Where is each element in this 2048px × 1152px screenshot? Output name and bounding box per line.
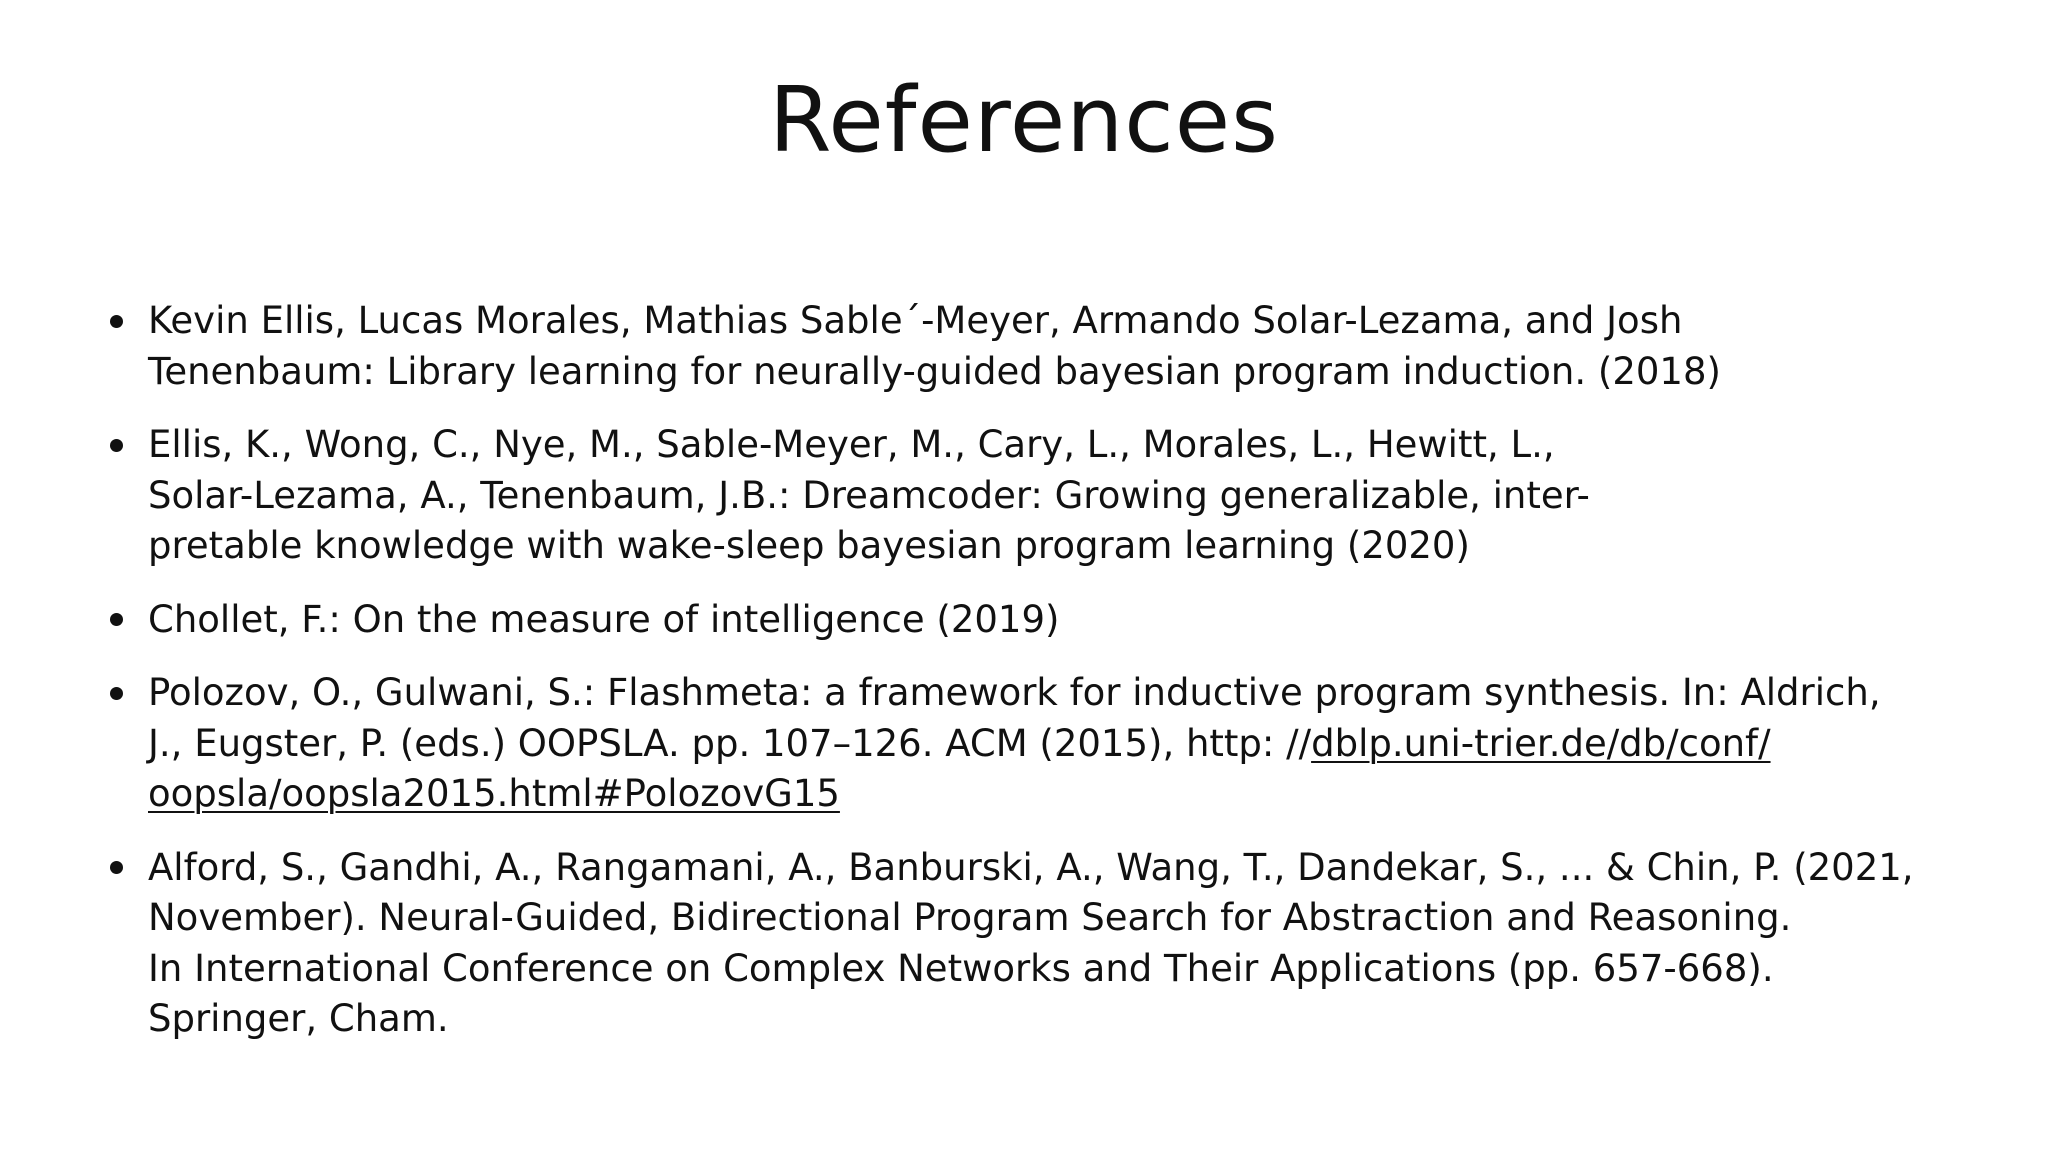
bullet-icon bbox=[109, 296, 123, 346]
reference-line: Tenenbaum: Library learning for neurally-guided bayesian program induction. (2018) bbox=[148, 349, 1721, 393]
reference-item-flashmeta-2015 bbox=[148, 668, 1968, 820]
reference-line bbox=[148, 769, 1968, 820]
reference-line: In International Conference on Complex Networks and Their Applications (pp. 657-668). bbox=[148, 946, 1774, 990]
reference-line: Chollet, F.: On the measure of intelligence (2019) bbox=[148, 597, 1060, 641]
dblp-link[interactable]: dblp.uni-trier.de/db/conf/ bbox=[1311, 721, 1771, 765]
bullet-icon bbox=[109, 595, 123, 645]
reference-line: Solar-Lezama, A., Tenenbaum, J.B.: Dreamcoder: Growing generalizable, inter- bbox=[148, 473, 1590, 517]
bullet-icon bbox=[109, 420, 123, 470]
reference-line: pretable knowledge with wake-sleep bayesian program learning (2020) bbox=[148, 524, 1470, 567]
reference-item-chollet-2019 bbox=[148, 595, 1968, 646]
reference-item-dreamcoder-2020 bbox=[148, 420, 1968, 572]
reference-item-alford-2021 bbox=[148, 843, 1968, 1045]
bullet-icon bbox=[109, 668, 123, 718]
reference-text: J., Eugster, P. (eds.) OOPSLA. pp. 107–126. ACM (2015), http: // bbox=[148, 721, 1312, 765]
reference-line bbox=[148, 719, 1968, 770]
reference-line: Polozov, O., Gulwani, S.: Flashmeta: a framework for inductive program synthesis. In: Aldrich, bbox=[148, 671, 1881, 714]
reference-item-ellis-2018 bbox=[148, 296, 1968, 397]
dblp-link-continued[interactable]: oopsla/oopsla2015.html#PolozovG15 bbox=[148, 772, 840, 815]
page-title: References bbox=[768, 68, 1280, 173]
reference-list bbox=[148, 296, 1968, 1068]
reference-line: Springer, Cham. bbox=[148, 997, 449, 1040]
reference-line: November). Neural-Guided, Bidirectional Program Search for Abstraction and Reasoning. bbox=[148, 896, 1792, 939]
bullet-icon bbox=[109, 843, 123, 893]
reference-line: Alford, S., Gandhi, A., Rangamani, A., Banburski, A., Wang, T., Dandekar, S., ... & Chin, P. (2021, bbox=[148, 845, 1914, 889]
reference-line: Ellis, K., Wong, C., Nye, M., Sable-Meyer, M., Cary, L., Morales, L., Hewitt, L., bbox=[148, 423, 1555, 466]
reference-line: Kevin Ellis, Lucas Morales, Mathias Sable´-Meyer, Armando Solar-Lezama, and Josh bbox=[148, 299, 1683, 342]
